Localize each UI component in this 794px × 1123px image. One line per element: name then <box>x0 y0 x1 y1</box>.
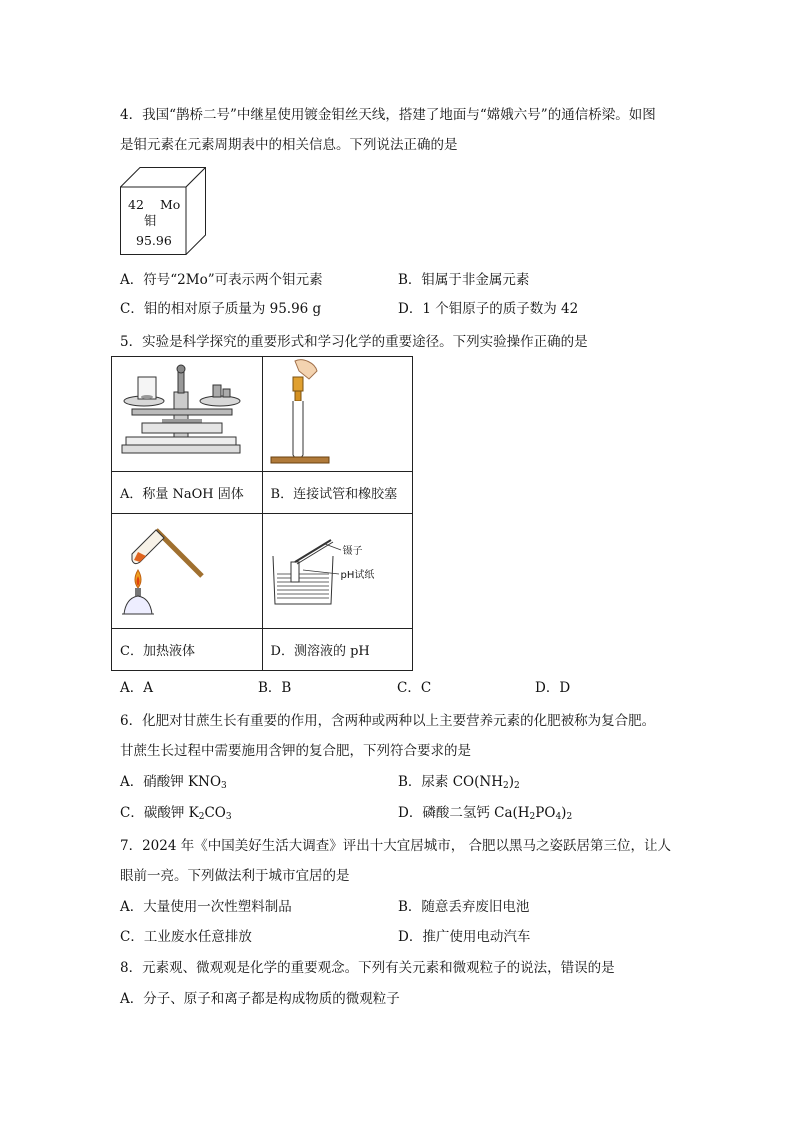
element-name: 钼 <box>144 213 157 228</box>
element-tile-molybdenum <box>120 167 206 255</box>
caption-a: A．称量 NaOH 固体 <box>112 472 263 514</box>
caption-b: B．连接试管和橡胶塞 <box>262 472 412 514</box>
q6-option-d[interactable]: D．磷酸二氢钙 $Ca(H_2PO_4)_2$ <box>398 805 573 822</box>
figure-a-balance <box>112 357 263 472</box>
q7-option-b[interactable]: B．随意丢弃废旧电池 <box>398 899 530 915</box>
q4-option-c[interactable]: C．钼的相对原子质量为 95.96 g <box>120 301 322 317</box>
q4-stem-line2: 是钼元素在元素周期表中的相关信息。下列说法正确的是 <box>120 137 458 153</box>
q6-option-a[interactable]: A．硝酸钾 $KNO_3$ <box>120 774 227 791</box>
q7-stem-line1: 7．2024 年《中国美好生活大调查》评出十大宜居城市， 合肥以黑马之姿跃居第三位，让人 <box>120 838 672 854</box>
test-tube-icon <box>263 357 413 472</box>
q4-option-a[interactable]: A．符号“2Mo”可表示两个钼元素 <box>120 272 323 288</box>
atomic-number: 42 <box>128 197 144 212</box>
caption-d: D．测溶液的 pH <box>262 629 412 671</box>
tweezers-label: 镊子 <box>342 546 363 557</box>
q5-option-c[interactable]: C．C <box>397 680 432 696</box>
q5-option-b[interactable]: B．B <box>258 680 292 696</box>
balance-icon <box>112 357 262 472</box>
q7-option-c[interactable]: C．工业废水任意排放 <box>120 929 252 945</box>
q5-stem: 5．实验是科学探究的重要形式和学习化学的重要途径。下列实验操作正确的是 <box>120 334 588 350</box>
q6-option-c[interactable]: C．碳酸钾 $K_2CO_3$ <box>120 805 232 822</box>
q5-option-d[interactable]: D．D <box>535 680 571 696</box>
ph-paper-label: pH试纸 <box>340 570 375 581</box>
q4-stem-line1: 4．我国“鹊桥二号”中继星使用镀金钼丝天线，搭建了地面与“嫦娥六号”的通信桥梁。如图 <box>120 107 656 123</box>
alcohol-lamp-icon <box>112 514 262 629</box>
q5-option-a[interactable]: A．A <box>120 680 153 696</box>
figure-c-heating <box>112 514 263 629</box>
q4-option-d[interactable]: D．1 个钼原子的质子数为 42 <box>398 301 579 317</box>
atomic-mass: 95.96 <box>136 233 172 248</box>
q7-stem-line2: 眼前一亮。下列做法利于城市宜居的是 <box>120 868 350 884</box>
experiment-table <box>111 356 413 671</box>
q7-option-a[interactable]: A．大量使用一次性塑料制品 <box>120 899 292 915</box>
element-symbol: Mo <box>160 197 181 212</box>
q8-option-a[interactable]: A．分子、原子和离子都是构成物质的微观粒子 <box>120 991 400 1007</box>
q6-option-b[interactable]: B．尿素 $CO(NH_2)_2$ <box>398 774 520 791</box>
q6-stem-line2: 甘蔗生长过程中需要施用含钾的复合肥，下列符合要求的是 <box>120 743 471 759</box>
q6-stem-line1: 6．化肥对甘蔗生长有重要的作用，含两种或两种以上主要营养元素的化肥被称为复合肥。 <box>120 713 656 729</box>
beaker-icon <box>263 514 413 629</box>
figure-b-test-tube <box>262 357 412 472</box>
q8-stem: 8．元素观、微观观是化学的重要观念。下列有关元素和微观粒子的说法，错误的是 <box>120 960 615 976</box>
q7-option-d[interactable]: D．推广使用电动汽车 <box>398 929 531 945</box>
figure-d-ph-test <box>262 514 412 629</box>
caption-c: C．加热液体 <box>112 629 263 671</box>
q4-option-b[interactable]: B．钼属于非金属元素 <box>398 272 530 288</box>
